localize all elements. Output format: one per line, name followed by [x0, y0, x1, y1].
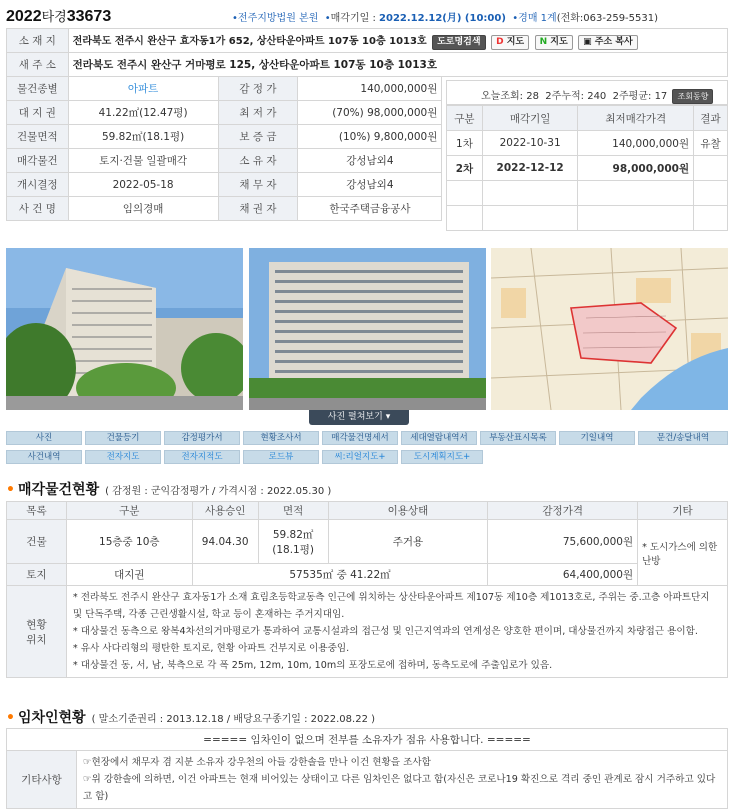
header-info [232, 9, 658, 24]
round-date: 2022-10-31 [482, 131, 578, 156]
nav-cadastral-map[interactable]: 전자지적도 [164, 450, 240, 464]
rounds-header-round: 구분 [447, 106, 483, 131]
round-price: 140,000,000원 [578, 131, 694, 156]
bullet-court: • [232, 13, 238, 24]
dept-name[interactable]: 경매 1계 [518, 13, 557, 24]
photo-apartment-2[interactable] [249, 248, 486, 410]
tenant-etc-label: 기타사항 [7, 751, 77, 809]
photo-apartment-1[interactable] [6, 248, 243, 410]
location-line: * 전라북도 전주시 완산구 효자동1가 소재 효림초등학교동측 인근에 위치하는 상산타운아파트 제107동 제10층 제1013호로, 주위는 중.고층 아파트단지 및 단독주택, 각종 근린생활시설, 학교 등이 혼재하는 주거지대임. [72, 592, 710, 620]
round-date: 2022-12-12 [482, 156, 578, 181]
avg-count: 17 [654, 91, 668, 102]
deposit-value: (10%) 9,800,000원 [298, 125, 442, 149]
address-value: 전라북도 전주시 완산구 효자동1가 652, 상산타운아파트 107동 10층 1013호 [72, 35, 427, 47]
kind-label: 물건종별 [7, 77, 69, 101]
eval-header: 이용상태 [328, 502, 488, 520]
eval-location-text [66, 586, 727, 678]
eval-building-label: 건물 [7, 520, 67, 564]
map-button-1[interactable]: D 지도 [491, 35, 529, 50]
nav-real-map[interactable]: 씨:리얼지도+ [322, 450, 398, 464]
appraisal-label: 감 정 가 [218, 77, 298, 101]
tenant-section-title: • 임차인현황 ( 말소기준권리 : 2013.12.18 / 배당요구종기일 : 2022.08.22 ) [6, 710, 376, 726]
land-right-label: 대 지 권 [7, 101, 69, 125]
nav-sale-spec[interactable]: 매각물건명세서 [322, 431, 398, 445]
location-line: * 유사 사다리형의 평탄한 토지로, 현황 아파트 건부지로 이용중임. [72, 643, 350, 654]
eval-table [6, 501, 728, 678]
avg-label: 2주평균: [612, 91, 652, 102]
dept-phone: (전화:063-259-5531) [556, 13, 659, 24]
case-header [0, 0, 743, 30]
rounds-header-result: 결과 [694, 106, 728, 131]
eval-land-label: 토지 [7, 564, 67, 586]
nav-property-list[interactable]: 부동산표시목록 [480, 431, 556, 445]
building-area-label: 건물면적 [7, 125, 69, 149]
eval-etc: * 도시가스에 의한 난방 [638, 520, 728, 586]
round-price: 98,000,000원 [578, 156, 694, 181]
eval-row-building [7, 520, 728, 564]
rounds-header-date: 매각기일 [482, 106, 578, 131]
eval-land-area: 57535㎡ 중 41.22㎡ [192, 564, 488, 586]
sale-item-value: 토지·건물 일괄매각 [68, 149, 218, 173]
start-value: 2022-05-18 [68, 173, 218, 197]
tenant-notice: ===== 임차인이 없으며 전부를 소유자가 점유 사용합니다. ===== [7, 729, 728, 751]
nav-documents[interactable]: 문건/송달내역 [638, 431, 728, 445]
nav-case-history[interactable]: 사건내역 [6, 450, 82, 464]
nav-schedule[interactable]: 기일내역 [559, 431, 635, 445]
address-label: 소 재 지 [7, 29, 69, 53]
appraisal-value: 140,000,000원 [298, 77, 442, 101]
eval-subtitle: ( 감정원 : 군익감정평가 / 가격시점 : 2022.05.30 ) [105, 486, 332, 497]
location-line: * 대상물건 동측으로 왕복4차선의거마평로가 통과하여 교통시설과의 접근성 및 인근지역과의 연계성은 양호한 편이며, 대상물건까지 차량접근 용이함. [72, 626, 698, 637]
tenant-table [6, 728, 728, 809]
bullet-dept: • [512, 13, 519, 24]
eval-land-kind: 대지권 [66, 564, 192, 586]
min-price-label: 최 저 가 [218, 101, 298, 125]
bullet-icon: • [6, 482, 15, 498]
kind-value[interactable]: 아파트 [68, 77, 218, 101]
tenant-subtitle: ( 말소기준권리 : 2013.12.18 / 배당요구종기일 : 2022.08.22 ) [91, 714, 376, 725]
case-name-label: 사 건 명 [7, 197, 69, 221]
sale-date: 2022.12.12(月) (10:00) [379, 13, 506, 24]
nav-photo[interactable]: 사진 [6, 431, 82, 445]
copy-icon: ▣ [583, 36, 592, 47]
court-name[interactable]: 전주지방법원 본원 [237, 13, 319, 24]
round-result [694, 156, 728, 181]
sale-date-label: 매각기일 : [330, 13, 376, 24]
nav-roadview[interactable]: 로드뷰 [243, 450, 319, 464]
map-logo-icon: D [496, 36, 504, 47]
eval-row-location [7, 586, 728, 678]
start-label: 개시결정 [7, 173, 69, 197]
case-year: 2022 [6, 8, 42, 25]
eval-location-label: 현황 위치 [7, 586, 67, 678]
photo-gallery [6, 248, 728, 410]
case-name-value: 임의경매 [68, 197, 218, 221]
eval-land-price: 64,400,000원 [488, 564, 638, 586]
eval-header: 목록 [7, 502, 67, 520]
tenant-note: ☞현장에서 채무자 겸 지분 소유자 강우천의 아들 강한솔을 만나 이건 현황을 조사함 [82, 757, 431, 768]
eval-header: 감정가격 [488, 502, 638, 520]
deposit-label: 보 증 금 [218, 125, 298, 149]
nav-building-registry[interactable]: 건물등기 [85, 431, 161, 445]
copy-address-button[interactable]: ▣ 주소 복사 [578, 35, 638, 50]
creditor-label: 채 권 자 [218, 197, 298, 221]
view-stats [446, 80, 728, 105]
eval-building-price: 75,600,000원 [488, 520, 638, 564]
round-no: 1차 [447, 131, 483, 156]
min-price-value: (70%) 98,000,000원 [298, 101, 442, 125]
bullet-icon: • [6, 710, 15, 726]
bullet-date: • [324, 13, 331, 24]
sale-item-label: 매각물건 [7, 149, 69, 173]
road-search-button[interactable]: 도로명검색 [432, 35, 485, 50]
eval-section-title: • 매각물건현황 ( 감정원 : 군익감정평가 / 가격시점 : 2022.05.30 ) [6, 482, 332, 498]
owner-value: 강성남외4 [298, 149, 442, 173]
nav-appraisal[interactable]: 감정평가서 [164, 431, 240, 445]
eval-row-land [7, 564, 728, 586]
week2-count: 240 [587, 91, 607, 102]
round-row [447, 156, 728, 181]
map-button-2[interactable]: N 지도 [535, 35, 573, 50]
case-type: 타경 [41, 9, 67, 24]
nav-e-map[interactable]: 전자지도 [85, 450, 161, 464]
nav-urban-plan[interactable]: 도시계획지도+ [401, 450, 483, 464]
debtor-label: 채 무 자 [218, 173, 298, 197]
address-row [68, 29, 727, 53]
week2-label: 2주누적: [545, 91, 585, 102]
round-row [447, 131, 728, 156]
case-num: 33673 [66, 8, 112, 25]
creditor-value: 한국주택금융공사 [298, 197, 442, 221]
album-expand-button[interactable]: 사진 펼쳐보기 ▾ [309, 410, 409, 425]
today-count: 28 [526, 91, 539, 102]
nav-inspection[interactable]: 현황조사서 [243, 431, 319, 445]
eval-building-area: 59.82㎡ (18.1평) [258, 520, 328, 564]
rounds-header-price: 최저매각가격 [578, 106, 694, 131]
rounds-table [446, 105, 728, 231]
round-result: 유찰 [694, 131, 728, 156]
land-right-value: 41.22㎡(12.47평) [68, 101, 218, 125]
tenant-note: ☞위 강한솔에 의하면, 이건 아파트는 현재 비어있는 상태이고 다른 임차인은 없다고 함(자신은 코로나19 확진으로 격리 중인 관계로 잠시 거주하고 있다고 함) [82, 774, 716, 802]
newaddr-label: 새 주 소 [7, 53, 69, 77]
eval-building-kind: 15층중 10층 [66, 520, 192, 564]
owner-label: 소 유 자 [218, 149, 298, 173]
eval-header: 구분 [66, 502, 192, 520]
tenant-etc-text [76, 751, 727, 809]
location-line: * 대상물건 동, 서, 남, 북측으로 각 폭 25m, 12m, 10m, 10m의 포장도로에 접하며, 동측도로에 주출입로가 있음. [72, 660, 553, 671]
newaddr-value: 전라북도 전주시 완산구 거마평로 125, 상산타운아파트 107동 10층 1013호 [68, 53, 727, 77]
debtor-value: 강성남외4 [298, 173, 442, 197]
eval-building-approved: 94.04.30 [192, 520, 258, 564]
view-trend-button[interactable]: 조회동향 [672, 89, 713, 104]
chevron-down-icon: ▾ [385, 412, 391, 422]
eval-header: 기타 [638, 502, 728, 520]
round-no: 2차 [447, 156, 483, 181]
today-label: 오늘조회: [481, 91, 524, 102]
eval-header: 사용승인 [192, 502, 258, 520]
nav-household[interactable]: 세대열람내역서 [401, 431, 477, 445]
photo-cadastral-map[interactable] [491, 248, 728, 410]
eval-header: 면적 [258, 502, 328, 520]
building-area-value: 59.82㎡(18.1평) [68, 125, 218, 149]
eval-building-use: 주거용 [328, 520, 488, 564]
case-number [6, 6, 111, 26]
naver-logo-icon: N [539, 36, 548, 47]
